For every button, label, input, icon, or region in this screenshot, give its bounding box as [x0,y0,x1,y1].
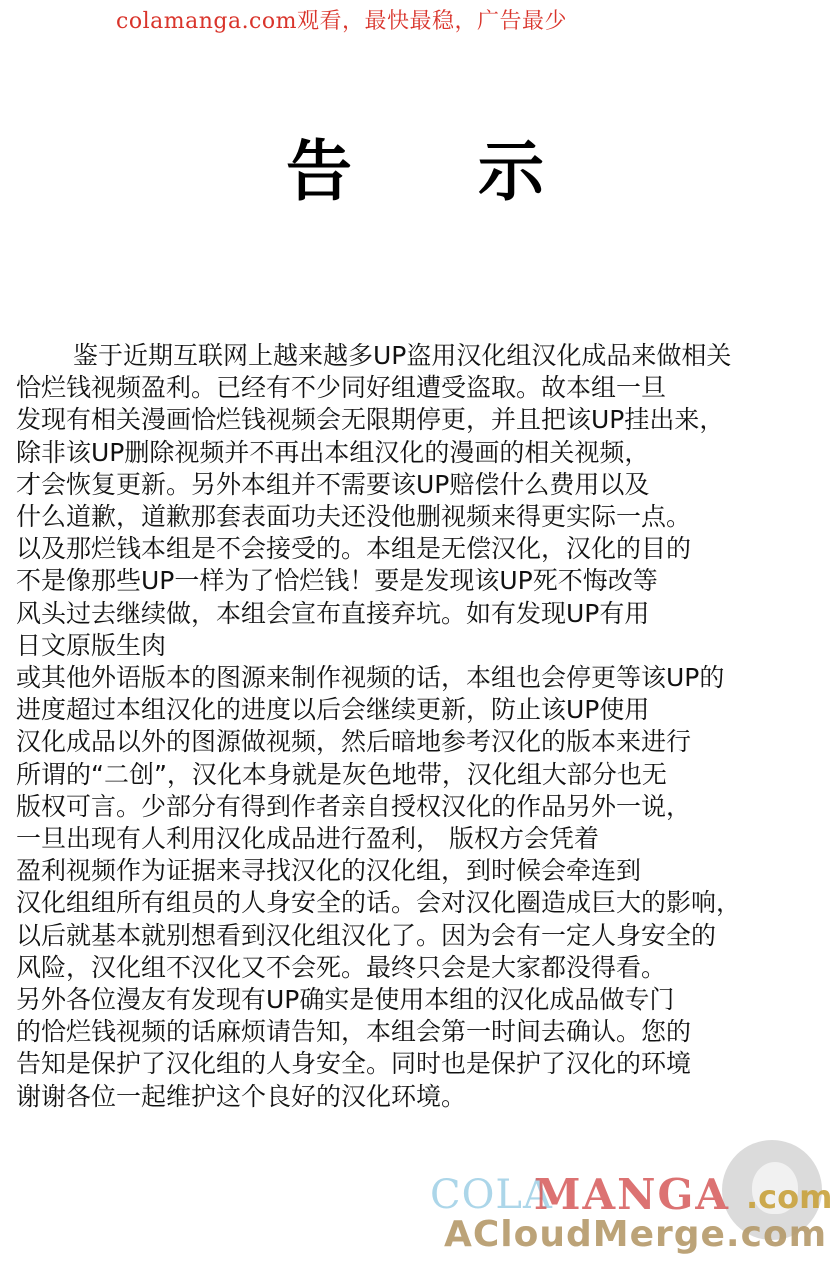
notice-line: 风险，汉化组不汉化又不会死。最终只会是大家都没得看。 [16,952,667,982]
notice-line: 什么道歉，道歉那套表面功夫还没他删视频来得更实际一点。 [16,502,692,532]
notice-line: 另外各位漫友有发现有UP确实是使用本组的汉化成品做专门 [16,985,675,1015]
notice-line: 汉化组组所有组员的人身安全的话。会对汉化圈造成巨大的影响， [16,888,742,918]
notice-body [16,340,834,1113]
notice-line: 谢谢各位一起维护这个良好的汉化环境。 [16,1081,467,1111]
notice-line: 以后就基本就别想看到汉化组汉化了。因为会有一定人身安全的 [16,920,717,950]
notice-line: 恰烂钱视频盈利。已经有不少同好组遭受盗取。故本组一旦 [16,373,667,403]
notice-line: 进度超过本组汉化的进度以后会继续更新，防止该UP使用 [16,695,650,725]
notice-line: 所谓的“二创”，汉化本身就是灰色地带，汉化组大部分也无 [16,759,667,789]
title-char-2: 示 [478,133,550,210]
notice-line: 以及那烂钱本组是不会接受的。本组是无偿汉化，汉化的目的 [16,534,692,564]
title-char-1: 告 [286,133,358,210]
watermark-cola: COLA [430,1172,553,1218]
notice-line: 的恰烂钱视频的话麻烦请告知，本组会第一时间去确认。您的 [16,1017,692,1047]
notice-line: 汉化成品以外的图源做视频，然后暗地参考汉化的版本来进行 [16,727,692,757]
site-watermark [430,1168,836,1263]
watermark-acloudmerge: ACloudMerge.com [444,1214,828,1255]
watermark-com: .com [746,1178,833,1216]
notice-line: 一旦出现有人利用汉化成品进行盈利， 版权方会凭着 [16,824,599,854]
notice-line: 告知是保护了汉化组的人身安全。同时也是保护了汉化的环境 [16,1049,692,1079]
notice-line: 风头过去继续做，本组会宣布直接弃坑。如有发现UP有用 [16,598,650,628]
notice-line: 版权可言。少部分有得到作者亲自授权汉化的作品另外一说， [16,791,692,821]
notice-line: 日文原版生肉 [16,630,167,660]
notice-line: 鉴于近期互联网上越来越多UP盗用汉化组汉化成品来做相关 [73,341,732,370]
notice-line: 或其他外语版本的图源来制作视频的话，本组也会停更等该UP的 [16,663,725,693]
watermark-manga: MANGA [534,1170,730,1219]
source-banner: colamanga.com观看，最快最稳，广告最少 [116,9,567,34]
notice-line: 除非该UP删除视频并不再出本组汉化的漫画的相关视频， [16,437,650,467]
notice-line: 才会恢复更新。另外本组并不需要该UP赔偿什么费用以及 [16,469,650,499]
notice-line: 盈利视频作为证据来寻找汉化的汉化组，到时候会牵连到 [16,856,642,886]
notice-line: 发现有相关漫画恰烂钱视频会无限期停更，并且把该UP挂出来， [16,405,725,435]
page-title [0,118,836,213]
notice-line: 不是像那些UP一样为了恰烂钱！要是发现该UP死不悔改等 [16,566,658,596]
